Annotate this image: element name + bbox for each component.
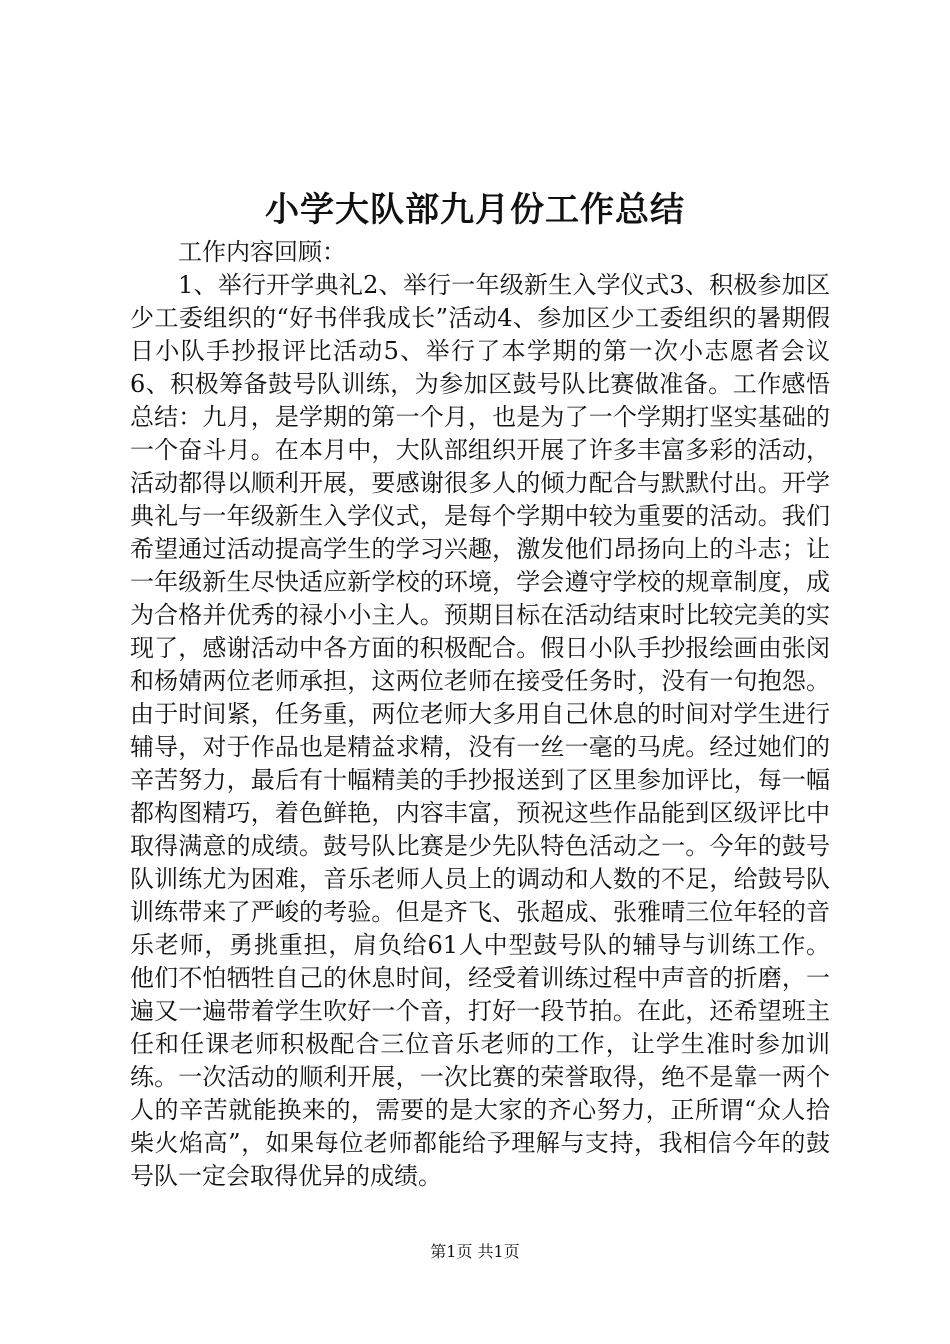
intro-paragraph: 工作内容回顾：	[178, 238, 346, 266]
document-content	[130, 236, 830, 1193]
document-title: 小学大队部九月份工作总结	[265, 190, 685, 230]
page-number-label: 第1页 共1页	[430, 1242, 520, 1261]
body-paragraph: 1、举行开学典礼2、举行一年级新生入学仪式3、积极参加区少工委组织的“好书伴我成长”活动4、参加区少工委组织的暑期假日小队手抄报评比活动5、举行了本学期的第一次小志愿者会议6、积极筹备鼓号队训练，为参加区鼓号队比赛做准备。工作感悟总结：九月，是学期的第一个月，也是为了一个学期打坚实基础的一个奋斗月。在本月中，大队部组织开展了许多丰富多彩的活动，活动都得以顺利开展，要感谢很多人的倾力配合与默默付出。开学典礼与一年级新生入学仪式，是每个学期中较为重要的活动。我们希望通过活动提高学生的学习兴趣，激发他们昂扬向上的斗志；让一年级新生尽快适应新学校的环境，学会遵守学校的规章制度，成为合格并优秀的禄小小主人。预期目标在活动结束时比较完美的实现了，感谢活动中各方面的积极配合。假日小队手抄报绘画由张闵和杨婧两位老师承担，这两位老师在接受任务时，没有一句抱怨。由于时间紧，任务重，两位老师大多用自己休息的时间对学生进行辅导，对于作品也是精益求精，没有一丝一毫的马虎。经过她们的辛苦努力，最后有十幅精美的手抄报送到了区里参加评比，每一幅都构图精巧，着色鲜艳，内容丰富，预祝这些作品能到区级评比中取得满意的成绩。鼓号队比赛是少先队特色活动之一。今年的鼓号队训练尤为困难，音乐老师人员上的调动和人数的不足，给鼓号队训练带来了严峻的考验。但是齐飞、张超成、张雅晴三位年轻的音乐老师，勇挑重担，肩负给61人中型鼓号队的辅导与训练工作。他们不怕牺牲自己的休息时间，经受着训练过程中声音的折磨，一遍又一遍带着学生吹好一个音，打好一段节拍。在此，还希望班主任和任课老师积极配合三位音乐老师的工作，让学生准时参加训练。一次活动的顺利开展，一次比赛的荣誉取得，绝不是靠一两个人的辛苦就能换来的，需要的是大家的齐心努力，正所谓“众人拾柴火焰高”，如果每位老师都能给予理解与支持，我相信今年的鼓号队一定会取得优异的成绩。	[130, 271, 830, 1190]
page-footer	[0, 1240, 950, 1264]
